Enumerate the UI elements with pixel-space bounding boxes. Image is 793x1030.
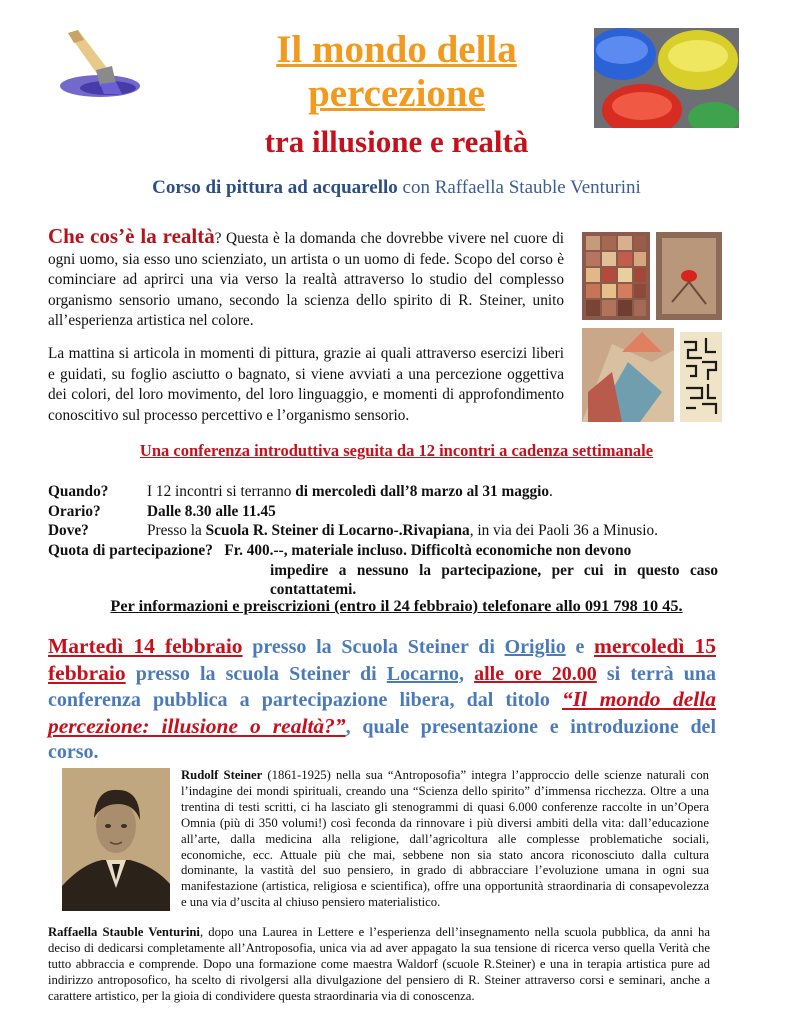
paintings-collage (582, 232, 722, 422)
steiner-portrait (62, 768, 170, 911)
painting-squares (582, 232, 650, 320)
steiner-name: Rudolf Steiner (181, 768, 263, 782)
intro-paragraph-1 (48, 226, 564, 332)
event-text-5: si terrà una conferenza pubblica a partecipazione libera, dal titolo (48, 662, 716, 711)
details-where (48, 521, 718, 541)
painting-house (582, 328, 674, 422)
event-date-2: mercoledì 15 febbraio (48, 634, 716, 685)
event-place-1: Origlio (504, 636, 566, 658)
event-text-6: , quale presentazione e introduzione del corso. (48, 715, 716, 763)
raffaella-text: , dopo una Laurea in Lettere e l’esperienza dell’insegnamento nella scuola pubblica, da anni ha deciso di dedicarsi completamente all’Antroposofia, unica via ad aver appagato la sua tensione di ricerca verso quella Verità che tutto abbraccia e comprende. Dopo una formazione come maestra Waldorf (scuole R.Steiner) e una in terapia artistica pure ad indirizzo antroposofico, ha scelto di rivolgersi alla divulgazione del pensiero di R. Steiner attraverso corsi e seminari, anche a carattere artistico, per la gioia di condividere questa straordinaria via di conoscenza. (48, 925, 710, 1003)
painting-red-dot (656, 232, 722, 320)
raffaella-name: Raffaella Stauble Venturini (48, 925, 200, 939)
event-text-1: presso la Scuola Steiner di (242, 636, 505, 658)
when-post: . (549, 483, 553, 500)
steiner-text: (1861-1925) nella sua “Antroposofia” integra l’approccio delle scienze naturali con l’indagine dei mondi spirituali, creando una “Scienza dello spirito” d’immensa ricchezza. Oltre a una trentina di testi scritti, ci ha lasciato gli stenogrammi di quasi 6.000 conferenze raccolte in un’Opera Omnia (più di 350 volumi!) così feconda da rinnovare i più diversi ambiti della vita: dall’educazione all’arte, dalla medicina alla religione, dall’agricoltura alle complesse problematiche sociali, economiche, ecc. Attuale più che mai, sebbene non sia stato ancora riconosciuto dalla cultura dominante, la vastità del suo pensiero, in grado di abbracciare l’evoluzione umana in ogni sua manifestazione (artistica, religiosa e scientifica), offre una opportunità straordinaria di consapevolezza e una via d’uscita al chiuso pensiero materialistico. (181, 768, 710, 910)
title-line-2: percezione (308, 72, 485, 115)
where-post: , in via dei Paoli 36 a Minusio. (469, 522, 658, 539)
fee-value-2: impedire a nessuno la partecipazione, per cui in questo caso contattatemi. (270, 561, 718, 598)
painting-lines (680, 332, 722, 422)
event-talk-title: “Il mondo della percezione: illusione o realtà?” (48, 687, 716, 738)
event-paragraph (48, 634, 716, 766)
details-fee (48, 541, 718, 600)
event-text-3: presso la scuola Steiner di (125, 662, 387, 685)
steiner-bio (181, 768, 709, 911)
event-text-2: e (565, 636, 595, 658)
where-value (147, 521, 658, 541)
where-label: Dove? (48, 522, 89, 539)
intro-lead: Che cos’è la realtà (48, 224, 215, 248)
when-label: Quando? (48, 483, 109, 500)
title-line-3: tra illusione e realtà (264, 124, 529, 159)
when-value (147, 482, 553, 502)
teacher-name: con Raffaella Stauble Venturini (402, 177, 641, 198)
event-place-2: Locarno, (386, 662, 464, 685)
contact-line: Per informazioni e preiscrizioni (entro il 24 febbraio) telefonare allo 091 798 10 45. (110, 596, 683, 615)
when-bold: di mercoledì dall’8 marzo al 31 maggio (295, 483, 550, 500)
time-label: Orario? (48, 502, 101, 520)
event-text-4 (464, 663, 474, 685)
title-line-1: Il mondo della (276, 28, 517, 71)
fee-label: Quota di partecipazione? (48, 542, 213, 559)
course-headline: Una conferenza introduttiva seguita da 12 incontri a cadenza settimanale (139, 441, 654, 460)
raffaella-bio (48, 925, 710, 1005)
course-subtitle (0, 177, 793, 199)
event-date-1: Martedì 14 febbraio (48, 634, 243, 658)
details-time (48, 502, 718, 522)
details-block (48, 482, 718, 541)
fee-value-1: Fr. 400.--, materiale incluso. Difficoltà economiche non devono (224, 542, 632, 559)
intro-text-1: ? Questa è la domanda che dovrebbe vivere nel cuore di ogni uomo, sia esso uno scienziato, un artista o un uomo di fede. Scopo del corso è cominciare ad aprirci una via verso la realtà attraverso lo studio del complesso organismo sensorio umano, secondo la scienza dello spirito di R. Steiner, unito all’esperienza artistica nel colore. (48, 230, 564, 330)
when-pre: I 12 incontri si terranno (147, 483, 296, 500)
event-time: alle ore 20.00 (474, 662, 597, 685)
where-pre: Presso la (147, 522, 206, 539)
where-bold: Scuola R. Steiner di Locarno-.Rivapiana (205, 522, 470, 539)
details-when (48, 482, 718, 502)
intro-paragraph-2: La mattina si articola in momenti di pittura, grazie ai quali attraverso esercizi liberi e guidati, su foglio asciutto o bagnato, si viene avviati a una percezione oggettiva dei colori, del loro movimento, del loro linguaggio, e momenti di approfondimento conoscitivo sul processo percettivo e l’organismo sensorio. (48, 345, 564, 424)
time-value: Dalle 8.30 alle 11.45 (147, 502, 276, 520)
course-name: Corso di pittura ad acquarello (152, 177, 398, 198)
